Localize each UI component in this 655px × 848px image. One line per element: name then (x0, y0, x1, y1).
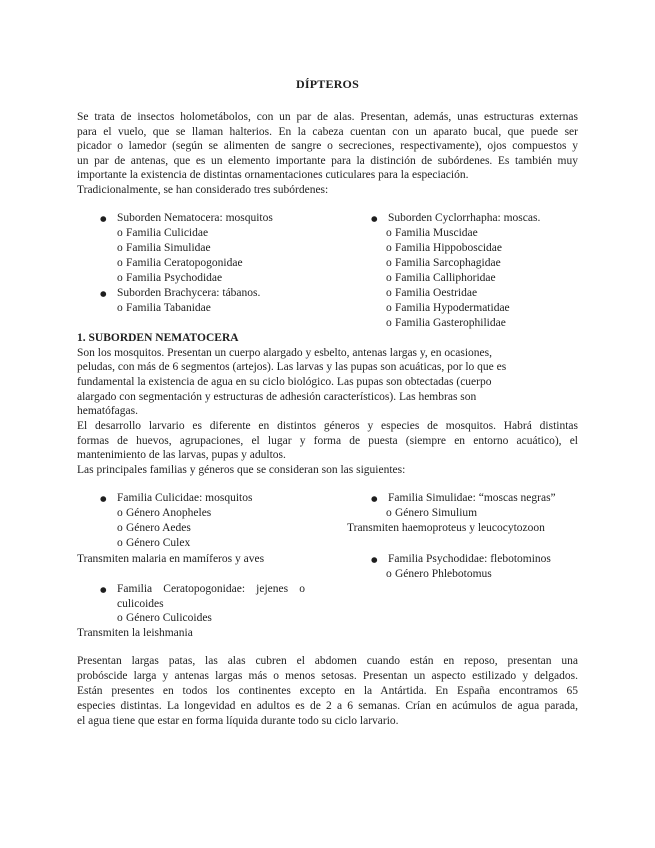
section-line: peludas, con más de 6 segmentos (artejos). Las larvas y las pupas son acuáticas, por lo que es (77, 361, 507, 373)
section-line: alargado con segmentación y estructuras de adhesión característicos). Las hembras son (77, 391, 477, 403)
closing-line: Presentan largas patas, las alas cubren el abdomen cuando están en reposo, presentan una (77, 655, 578, 667)
sub-bullet-marker: o (117, 257, 123, 269)
section-line: mantenimiento de las larvas, pupas y adultos. (77, 449, 286, 461)
list-item-family-ceratopogonidae (100, 582, 305, 612)
list-subitem (386, 316, 506, 331)
list-subitem-label: Familia Hypodermatidae (395, 302, 510, 314)
list-item-label: Familia Culicidae: mosquitos (117, 492, 253, 504)
closing-line: Están presentes en todos los continentes excepto en la Antártida. En España encontramos 65 (77, 685, 578, 697)
section-line: fundamental la existencia de agua en su ciclo biológico. Las pupas son obtectadas (cuerpo (77, 376, 492, 388)
list-subitem-label: Familia Sarcophagidae (395, 257, 501, 269)
list-subitem-label: Familia Psychodidae (126, 272, 223, 284)
sub-bullet-marker: o (386, 287, 392, 299)
closing-line: especies distintas. La longevidad en adultos es de 2 a 6 semanas. Crían en acúmulos de agua parada, (77, 700, 578, 712)
sub-bullet-marker: o (386, 507, 392, 519)
section-heading: 1. SUBORDEN NEMATOCERA (77, 332, 239, 344)
list-item-suborder-nematocera (100, 211, 273, 226)
list-subitem (386, 241, 502, 256)
list-subitem-label: Familia Simulidae (126, 242, 211, 254)
list-subitem (386, 271, 496, 286)
list-item-label: Suborden Cyclorrhapha: moscas. (388, 212, 541, 224)
sub-bullet-marker: o (117, 242, 123, 254)
list-subitem-label: Género Simulium (395, 507, 478, 519)
list-subitem (117, 536, 190, 551)
list-subitem (386, 506, 477, 521)
bullet-icon: ● (100, 494, 107, 503)
sub-bullet-marker: o (117, 272, 123, 284)
sub-bullet-marker: o (386, 242, 392, 254)
list-subitem (117, 506, 211, 521)
list-subitem (117, 271, 222, 286)
list-subitem-label: Género Aedes (126, 522, 191, 534)
bullet-icon: ● (100, 585, 107, 594)
section-line: El desarrollo larvario es diferente en distintos géneros y especies de mosquitos. Habrá distintas (77, 420, 578, 432)
list-subitem-label: Familia Tabanidae (126, 302, 211, 314)
list-subitem-label: Familia Culicidae (126, 227, 209, 239)
closing-line: probóscide larga y antenas largas más o menos setosas. Presentan un aspecto estilizado y delgados. (77, 670, 578, 682)
sub-bullet-marker: o (386, 568, 392, 580)
list-item-family-simulidae (371, 491, 556, 506)
list-subitem (117, 226, 208, 241)
section-line: Las principales familias y géneros que se consideran son las siguientes: (77, 464, 406, 476)
list-subitem-label: Familia Hippoboscidae (395, 242, 502, 254)
list-item-label: Familia Ceratopogonidae: jejenes o culicoides (117, 583, 305, 610)
sub-bullet-marker: o (117, 522, 123, 534)
list-subitem-label: Género Anopheles (126, 507, 212, 519)
bullet-icon: ● (371, 494, 378, 503)
sub-bullet-marker: o (117, 612, 123, 624)
list-item-suborder-cyclorrhapha (371, 211, 540, 226)
section-line: formas de huevos, agrupaciones, el lugar y forma de puesta (siempre en entorno acuático), el (77, 435, 578, 447)
bullet-icon: ● (371, 214, 378, 223)
page-title: DÍPTEROS (296, 77, 359, 91)
list-subitem (386, 301, 510, 316)
list-item-family-psychodidae (371, 552, 551, 567)
bullet-icon: ● (100, 289, 107, 298)
intro-line: Tradicionalmente, se han considerado tres subórdenes: (77, 184, 329, 196)
list-subitem (117, 301, 211, 316)
list-subitem (386, 567, 492, 582)
family-note: Transmiten haemoproteus y leucocytozoon (347, 522, 545, 534)
family-note: Transmiten malaria en mamíferos y aves (77, 553, 265, 565)
list-subitem (386, 286, 477, 301)
list-item-family-culicidae (100, 491, 252, 506)
family-note: Transmiten la leishmania (77, 627, 193, 639)
sub-bullet-marker: o (117, 507, 123, 519)
list-item-label: Suborden Brachycera: tábanos. (117, 287, 261, 299)
list-item-label: Suborden Nematocera: mosquitos (117, 212, 273, 224)
intro-line: importante la existencia de distintas ornamentaciones cuticulares para la especiación. (77, 169, 469, 181)
sub-bullet-marker: o (386, 257, 392, 269)
list-subitem (117, 521, 191, 536)
intro-line: un par de antenas, que es un elemento importante para la distinción de subórdenes. Es también muy (77, 155, 578, 167)
list-subitem (117, 241, 211, 256)
list-subitem (117, 256, 243, 271)
closing-line: el agua tiene que estar en forma líquida durante todo su ciclo larvario. (77, 715, 399, 727)
list-subitem-label: Género Culicoides (126, 612, 212, 624)
sub-bullet-marker: o (386, 317, 392, 329)
intro-line: para el vuelo, que se llaman halterios. En la cabeza cuentan con un aparato bucal, que puede ser (77, 126, 578, 138)
list-subitem-label: Familia Gasterophilidae (395, 317, 506, 329)
sub-bullet-marker: o (386, 302, 392, 314)
sub-bullet-marker: o (117, 227, 123, 239)
bullet-icon: ● (100, 214, 107, 223)
section-line: hematófagas. (77, 405, 138, 417)
list-subitem (386, 226, 478, 241)
section-line: Son los mosquitos. Presentan un cuerpo alargado y esbelto, antenas largas y, en ocasiones, (77, 347, 492, 359)
sub-bullet-marker: o (386, 227, 392, 239)
list-subitem-label: Familia Ceratopogonidae (126, 257, 243, 269)
list-item-label: Familia Psychodidae: flebotominos (388, 553, 551, 565)
list-item-suborder-brachycera (100, 286, 260, 301)
list-subitem-label: Familia Calliphoridae (395, 272, 496, 284)
intro-line: picador o lamedor (según se alimenten de sangre o secreciones, respectivamente), ojos compuestos y (77, 140, 578, 152)
list-subitem-label: Familia Muscidae (395, 227, 478, 239)
list-subitem (386, 256, 501, 271)
intro-line: Se trata de insectos holometábolos, con un par de alas. Presentan, además, unas estructuras externas (77, 111, 578, 123)
bullet-icon: ● (371, 555, 378, 564)
list-subitem (117, 611, 212, 626)
list-subitem-label: Género Culex (126, 537, 191, 549)
list-subitem-label: Género Phlebotomus (395, 568, 492, 580)
list-subitem-label: Familia Oestridae (395, 287, 478, 299)
list-item-label: Familia Simulidae: “moscas negras” (388, 492, 556, 504)
sub-bullet-marker: o (117, 537, 123, 549)
sub-bullet-marker: o (117, 302, 123, 314)
sub-bullet-marker: o (386, 272, 392, 284)
